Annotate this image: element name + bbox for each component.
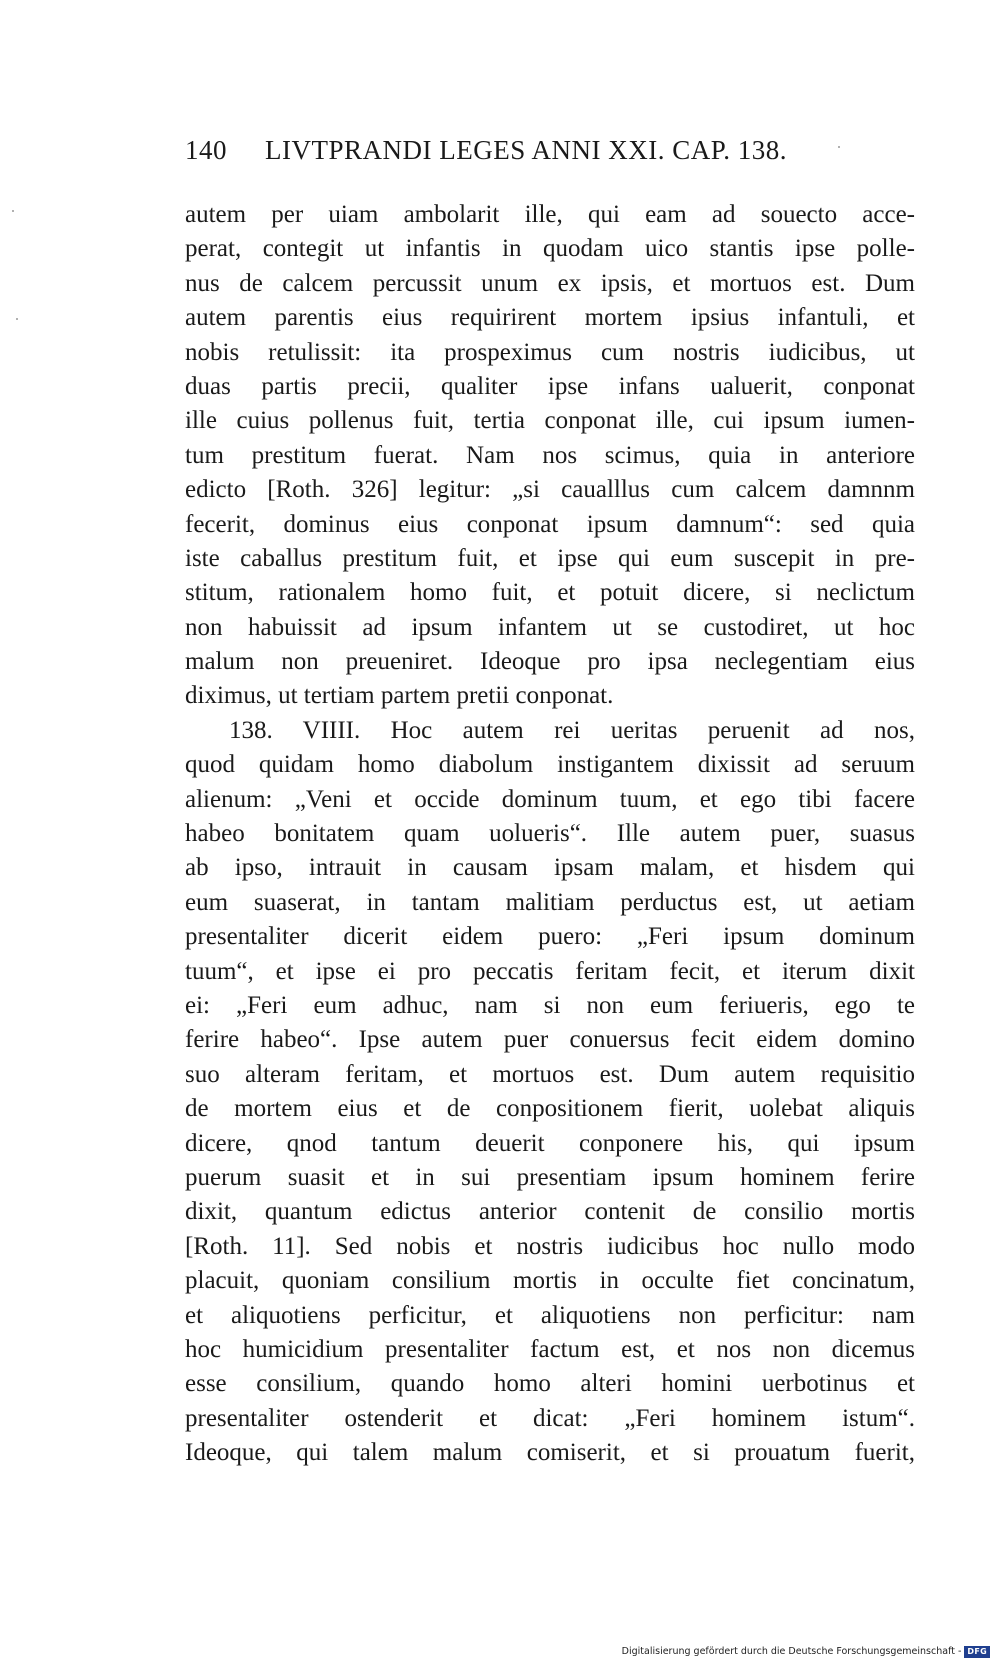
- body-text: [185, 198, 915, 1470]
- scan-speck: [16, 318, 18, 320]
- text-line: [Roth. 11]. Sed nobis et nostris iudicibus hoc nullo modo: [185, 1232, 915, 1260]
- text-line: nus de calcem percussit unum ex ipsis, et mortuos est. Dum: [185, 269, 915, 297]
- text-line: alienum: „Veni et occide dominum tuum, et ego tibi facere: [185, 785, 915, 813]
- text-line: dicere, qnod tantum deuerit conponere his, qui ipsum: [185, 1129, 915, 1157]
- text-line: autem per uiam ambolarit ille, qui eam ad souecto acce-: [185, 201, 915, 228]
- credit-text: Digitalisierung gefördert durch die Deutsche Forschungsgemeinschaft -: [621, 1646, 962, 1657]
- text-line: de mortem eius et de conpositionem fierit, uolebat aliquis: [185, 1095, 915, 1123]
- chapter-heading-line: 138. VIIII. Hoc autem rei ueritas peruenit ad nos,: [229, 716, 915, 744]
- text-line: quod quidam homo diabolum instigantem dixissit ad seruum: [185, 751, 915, 779]
- text-line: placuit, quoniam consilium mortis in occulte fiet concinatum,: [185, 1267, 915, 1295]
- running-title: LIVTPRANDI LEGES ANNI XXI. CAP. 138.: [265, 135, 787, 165]
- text-line: hoc humicidium presentaliter factum est, et nos non dicemus: [185, 1335, 915, 1363]
- page-header: [185, 135, 835, 175]
- text-line: perat, contegit ut infantis in quodam uico stantis ipse polle-: [185, 235, 915, 263]
- text-line: tum prestitum fuerat. Nam nos scimus, quia in anteriore: [185, 441, 915, 469]
- text-line: eum suaserat, in tantam malitiam perductus est, ut aetiam: [185, 888, 915, 916]
- text-line: esse consilium, quando homo alteri homini uerbotinus et: [185, 1370, 915, 1398]
- text-line: iste caballus prestitum fuit, et ipse qui eum suscepit in pre-: [185, 544, 915, 572]
- text-line: ab ipso, intrauit in causam ipsam malam, et hisdem qui: [185, 854, 915, 882]
- text-line: nobis retulissit: ita prospeximus cum nostris iudicibus, ut: [185, 338, 915, 366]
- scan-speck: [12, 210, 14, 212]
- text-line: dixit, quantum edictus anterior contenit de consilio mortis: [185, 1198, 915, 1226]
- text-line: malum non preueniret. Ideoque pro ipsa neclegentiam eius: [185, 648, 915, 676]
- dfg-logo: DFG: [964, 1646, 990, 1658]
- text-line: presentaliter ostenderit et dicat: „Feri hominem istum“.: [185, 1404, 915, 1432]
- text-line: duas partis precii, qualiter ipse infans ualuerit, conponat: [185, 372, 915, 400]
- text-line: non habuissit ad ipsum infantem ut se custodiret, ut hoc: [185, 613, 915, 641]
- page-number: 140: [185, 135, 227, 165]
- text-line: tuum“, et ipse ei pro peccatis feritam fecit, et iterum dixit: [185, 957, 915, 985]
- text-line: presentaliter dicerit eidem puero: „Feri ipsum dominum: [185, 923, 915, 951]
- digitization-credit: [622, 1644, 990, 1660]
- text-line: autem parentis eius requirirent mortem ipsius infantuli, et: [185, 304, 915, 332]
- text-line: ille cuius pollenus fuit, tertia conponat ille, cui ipsum iumen-: [185, 407, 915, 435]
- text-line: et aliquotiens perficitur, et aliquotiens non perficitur: nam: [185, 1301, 915, 1329]
- text-line: ei: „Feri eum adhuc, nam si non eum ferіueris, ego te: [185, 991, 915, 1019]
- text-line: ferire habeo“. Ipse autem puer conuersus fecit eidem domino: [185, 1026, 915, 1054]
- text-line: Ideoque, qui talem malum comiserit, et si prouatum fuerit,: [185, 1439, 915, 1467]
- text-line: edicto [Roth. 326] legitur: „si caualllus cum calcem damnnm: [185, 476, 915, 504]
- text-line: habeo bonitatem quam uolueris“. Ille autem puer, suasus: [185, 820, 915, 848]
- text-line: puerum suasit et in sui presentiam ipsum hominem ferire: [185, 1163, 915, 1191]
- text-line: suo alteram feritam, et mortuos est. Dum autem requisitio: [185, 1060, 915, 1088]
- text-line: fecerit, dominus eius conponat ipsum damnum“: sed quia: [185, 510, 915, 538]
- text-line: stitum, rationalem homo fuit, et potuit dicere, si neclictum: [185, 579, 915, 607]
- scan-speck: [838, 146, 840, 148]
- text-line: diximus, ut tertiam partem pretii conponat.: [185, 682, 614, 710]
